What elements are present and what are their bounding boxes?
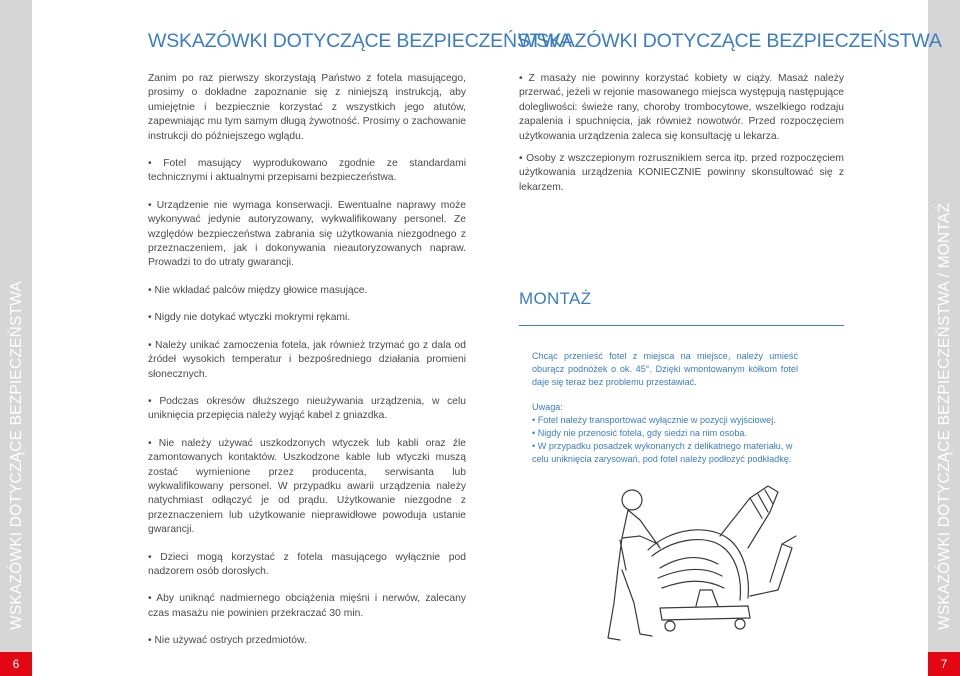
montaz-section-title: MONTAŻ	[519, 289, 592, 308]
safety-bullet: • Nie wkładać palców między głowice masujące.	[148, 284, 368, 296]
left-column	[148, 72, 466, 662]
safety-bullet: • Nie należy używać uszkodzonych wtyczek lub kabli oraz źle zamontowanych kontaktów. Uszkodzone kable lub wtyczki muszą zostać wymienione przez producenta, serwisanta lub wykwalifikowany personel. W przypadku awarii urządzenia należy natychmiast odłączyć je od prądu. Użytkowanie niezgodne z przeznaczeniem lub użytkowanie nieprawidłowe powoduja ustanie gwarancji.	[148, 437, 466, 536]
page-title-left: WSKAZÓWKI DOTYCZĄCE BEZPIECZEŃSTWA	[148, 30, 572, 52]
safety-bullet: • Z masaży nie powinny korzystać kobiety w ciąży. Masaż należy przerwać, jeżeli w rejonie masowanego miejsca występują następujące dolegliwości: świeże rany, choroby trombocytowe, wszelkiego rodzaju zapalenia i spuchnięcia, jak również nowotwór. Przed rozpoczęciem użytkowania urządzenia zaleca się konsultację u lekarza.	[519, 73, 844, 142]
section-divider	[519, 325, 844, 326]
right-column	[519, 72, 844, 195]
page-number-right: 7	[928, 652, 960, 676]
montaz-instructions	[532, 350, 798, 467]
page-title-right: WSKAZÓWKI DOTYCZĄCE BEZPIECZEŃSTWA	[518, 30, 942, 52]
safety-bullet: • Należy unikać zamoczenia fotela, jak również trzymać go z dala od źródeł wysokich temperatur i bezpośredniego działania promieni słonecznych.	[148, 339, 466, 380]
right-side-text: WSKAZÓWKI DOTYCZĄCE BEZPIECZEŃSTWA / MONTAŻ	[936, 202, 953, 630]
note-item: • Fotel należy transportować wyłącznie w pozycji wyjściowej.	[532, 414, 776, 425]
note-list	[532, 414, 798, 467]
safety-bullet: • Fotel masujący wyprodukowano zgodnie ze standardami technicznymi i aktualnymi przepisami bezpieczeństwa.	[148, 158, 466, 184]
safety-bullet: • Dzieci mogą korzystać z fotela masującego wyłącznie pod nadzorem osób dorosłych.	[148, 551, 466, 577]
montaz-intro: Chcąc przenieść fotel z miejsca na miejsce, należy umieść oburącz podnóżek o ok. 45°. Dzięki wmontowanym kółkom fotel daje się teraz bez problemu przestawiać.	[532, 351, 798, 388]
safety-bullet: • Aby uniknąć nadmiernego obciążenia mięśni i nerwów, zalecany czas masażu nie powinien przekraczać 30 min.	[148, 593, 466, 619]
note-item: • Nigdy nie przenosić fotela, gdy siedzi na nim osoba.	[532, 428, 747, 439]
note-item: • W przypadku posadzek wykonanych z delikatnego materiału, w celu uniknięcia zarysowań, pod fotel należy podłożyć podkładkę.	[532, 441, 793, 465]
intro-paragraph: Zanim po raz pierwszy skorzystają Państwo z fotela masującego, prosimy o dokładne zapoznanie się z niniejszą instrukcją, aby umiejętnie i bezpiecznie korzystać z wszystkich jego atutów, zapewniając mu tym samym długą żywotność. Prosimy o zachowanie instrukcji do późniejszego wglądu.	[148, 73, 466, 142]
chair-transport-illustration	[600, 478, 800, 648]
safety-bullet: • Osoby z wszczepionym rozrusznikiem serca itp. przed rozpoczęciem użytkowania urządzenia KONIECZNIE powinny skonsultować się z lekarzem.	[519, 153, 844, 193]
safety-bullet: • Nigdy nie dotykać wtyczki mokrymi rękami.	[148, 312, 351, 324]
safety-bullet: • Urządzenie nie wymaga konserwacji. Ewentualne naprawy może wykonywać jedynie autoryzowany, wykwalifikowany personel. Ze względów bezpieczeństwa zabrania się użytkowania niezgodnego z przeznaczeniem, jak i dokonywania nieautoryzowanych napraw. Prowadzi to do utraty gwarancji.	[148, 199, 466, 269]
safety-bullet: • Podczas okresów dłuższego nieużywania urządzenia, w celu uniknięcia przepięcia należy wyjąć kabel z gniazdka.	[148, 395, 466, 422]
note-heading: Uwaga:	[532, 401, 563, 412]
safety-bullet: • Nie używać ostrych przedmiotów.	[148, 635, 307, 647]
page-number-left: 6	[0, 652, 32, 676]
left-side-text: WSKAZÓWKI DOTYCZĄCE BEZPIECZEŃSTWA	[8, 281, 25, 630]
